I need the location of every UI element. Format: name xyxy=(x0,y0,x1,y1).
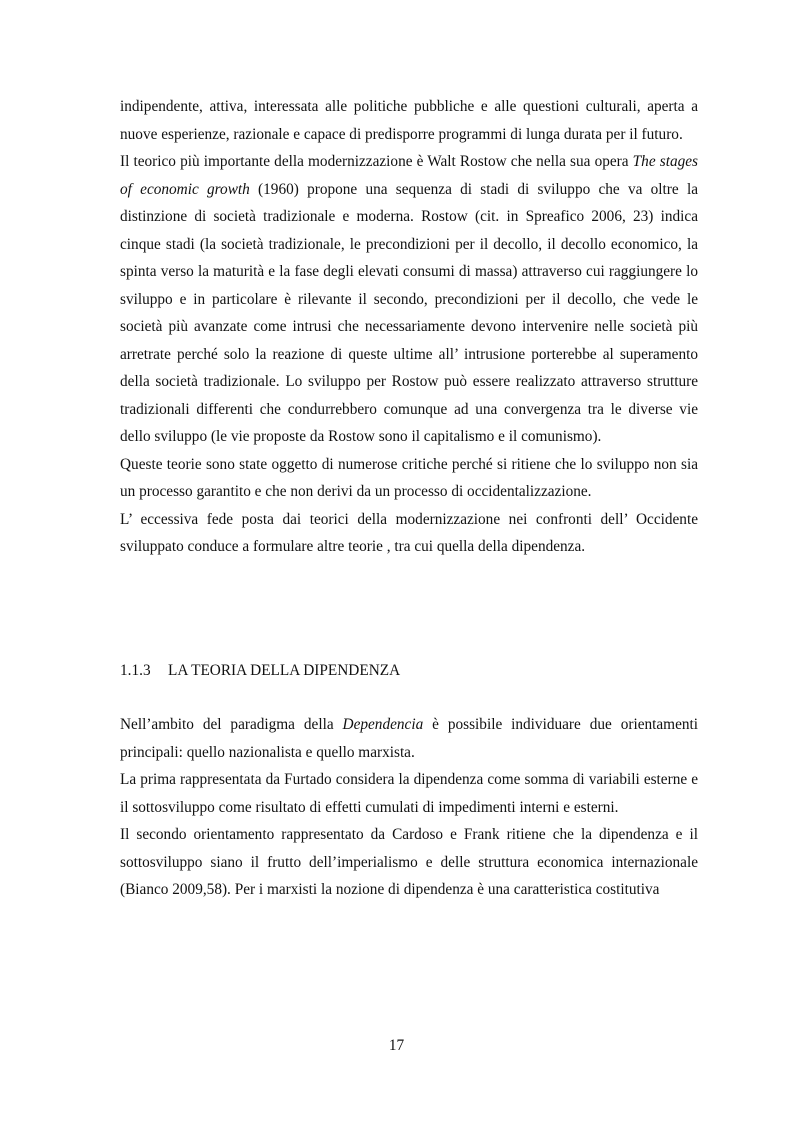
page-number: 17 xyxy=(388,1037,405,1054)
paragraph-rostow xyxy=(120,148,698,451)
paragraph-furtado: La prima rappresentata da Furtado considera la dipendenza come somma di variabili esterne e il sottosviluppo come risultato di effetti cumulati di impedimenti interni e esterni. xyxy=(120,771,698,816)
section-title: LA TEORIA DELLA DIPENDENZA xyxy=(168,661,401,679)
paragraph-cardoso: Il secondo orientamento rappresentato da Cardoso e Frank ritiene che la dipendenza e il sottosviluppo siano il frutto dell’imperialismo e delle struttura economica internazionale (Bianco 2009,58). Per i marxisti la nozione di dipendenza è una caratteristica costitutiva xyxy=(120,826,698,898)
section-number: 1.1.3 xyxy=(120,661,151,679)
rostow-text-before: Il teorico più importante della modernizzazione è Walt Rostow che nella sua opera xyxy=(120,153,633,170)
paragraph-intro: indipendente, attiva, interessata alle politiche pubbliche e alle questioni culturali, aperta a nuove esperienze, razionale e capace di predisporre programmi di lunga durata per il futuro. xyxy=(120,98,698,143)
paragraph-dependencia xyxy=(120,711,698,766)
dependencia-text-after: è possibile individuare due orientamenti principali: quello nazionalista e quello marxista. xyxy=(120,716,699,761)
dependencia-text-before: Nell’ambito del paradigma della xyxy=(120,716,343,733)
rostow-text-after: (1960) propone una sequenza di stadi di sviluppo che va oltre la distinzione di società tradizionale e moderna. Rostow (cit. in Spreafico 2006, 23) indica cinque stadi (la società tradizionale, le precondizioni per il decollo, il decollo economico, la spinta verso la maturità e la fase degli elevati consumi di massa) attraverso cui raggiungere lo sviluppo e in particolare è rilevante il secondo, precondizioni per il decollo, che vede le società più avanzate come intrusi che necessariamente devono intervenire nelle società più arretrate perché solo la reazione di queste ultime all’ intrusione porterebbe al superamento della società tradizionale. Lo sviluppo per Rostow può essere realizzato attraverso strutture tradizionali differenti che condurrebbero comunque ad una convergenza tra le diverse vie dello sviluppo (le vie proposte da Rostow sono il capitalismo e il comunismo). xyxy=(120,180,698,445)
dependencia-term: Dependencia xyxy=(342,716,424,733)
rostow-book-title: The stages of economic growth xyxy=(120,153,698,198)
spacer xyxy=(120,561,698,657)
section-heading xyxy=(120,657,698,685)
spacer xyxy=(120,684,698,711)
paragraph-eccessiva: L’ eccessiva fede posta dai teorici della modernizzazione nei confronti dell’ Occidente sviluppato conduce a formulare altre teorie , tra cui quella della dipendenza. xyxy=(120,510,698,555)
paragraph-critiche: Queste teorie sono state oggetto di numerose critiche perché si ritiene che lo sviluppo non sia un processo garantito e che non derivi da un processo di occidentalizzazione. xyxy=(120,455,698,500)
page-body xyxy=(120,93,698,904)
